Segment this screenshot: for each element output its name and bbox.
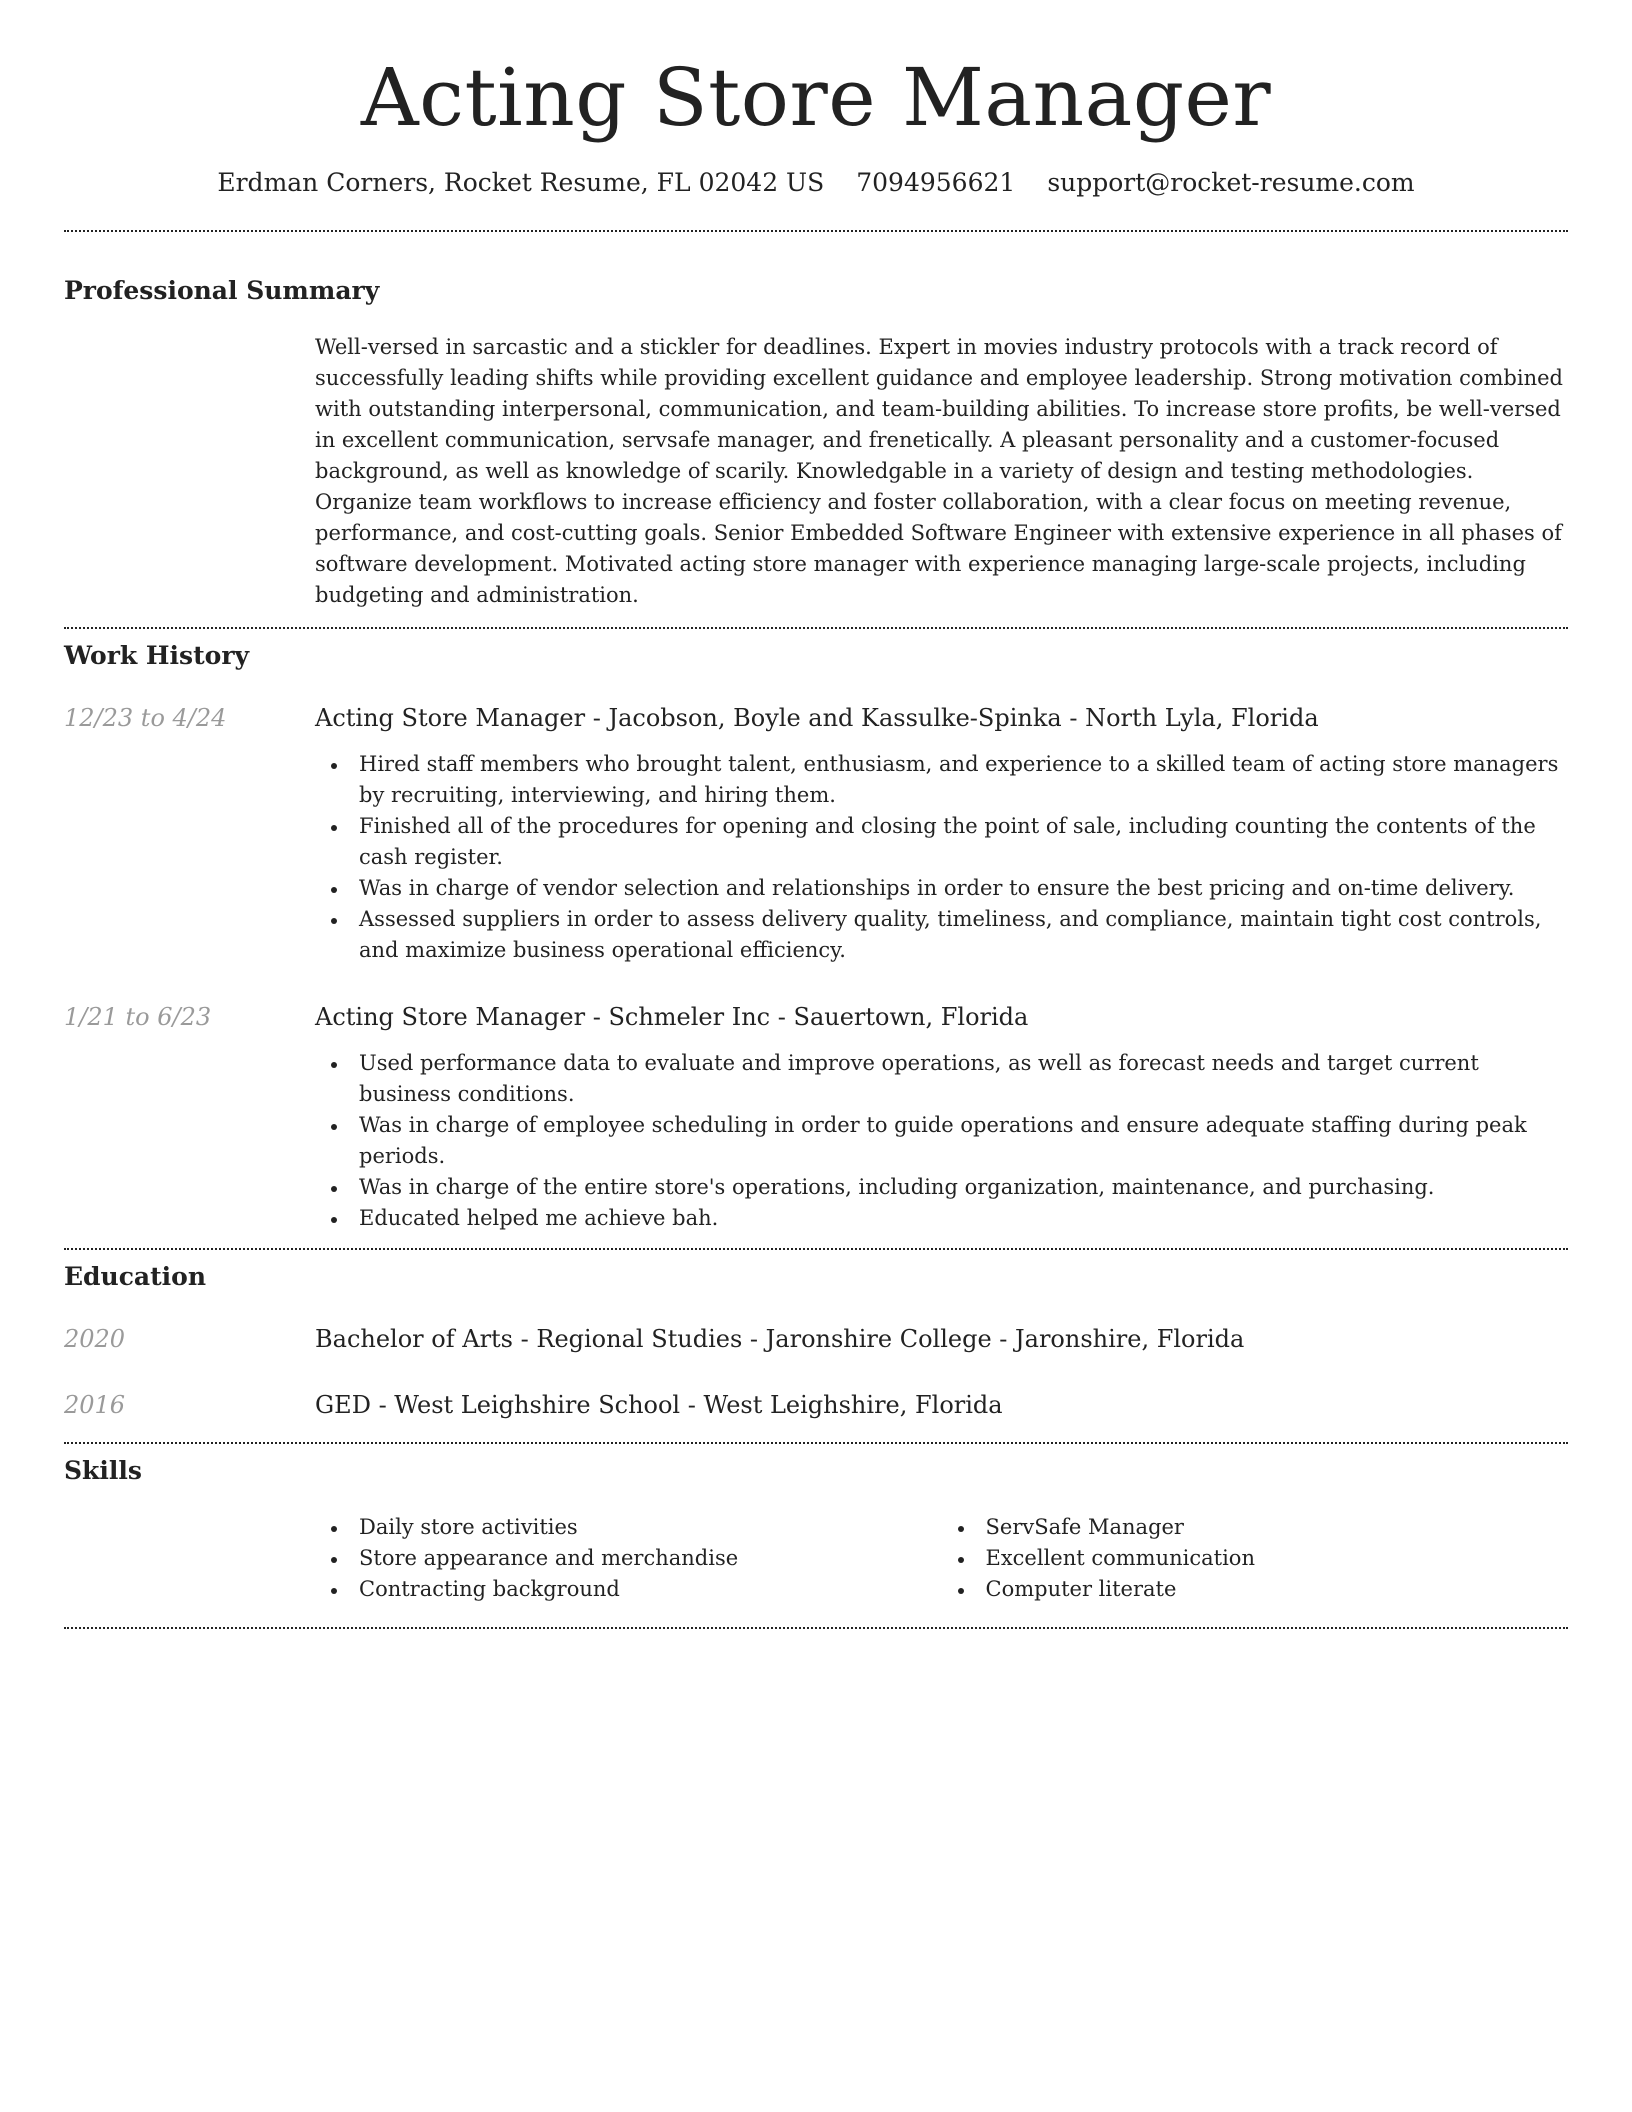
job-dates: 12/23 to 4/24 bbox=[64, 704, 227, 732]
skills-column-left bbox=[315, 1512, 942, 1605]
contact-phone: 7094956621 bbox=[856, 168, 1016, 197]
list-item: Was in charge of employee scheduling in order to guide operations and ensure adequate staffing during peak periods. bbox=[315, 1110, 1568, 1172]
skill-item: Daily store activities bbox=[315, 1512, 942, 1543]
education-entry bbox=[64, 1390, 1568, 1420]
education-heading: Education bbox=[64, 1262, 207, 1291]
list-item: Finished all of the procedures for opening and closing the point of sale, including counting the contents of the cash register. bbox=[315, 811, 1568, 873]
job-heading: Acting Store Manager - Jacobson, Boyle and Kassulke-Spinka - North Lyla, Florida bbox=[315, 704, 1319, 732]
skill-item: Store appearance and merchandise bbox=[315, 1543, 942, 1574]
education-entry bbox=[64, 1324, 1568, 1354]
list-item: Used performance data to evaluate and improve operations, as well as forecast needs and target current business conditions. bbox=[315, 1048, 1568, 1110]
divider bbox=[64, 230, 1568, 232]
skills-grid bbox=[315, 1512, 1568, 1605]
job-role: Acting Store Manager bbox=[315, 704, 586, 732]
list-item: Was in charge of the entire store's operations, including organization, maintenance, and purchasing. bbox=[315, 1172, 1568, 1203]
summary-heading: Professional Summary bbox=[64, 276, 380, 305]
job-company: Schmeler Inc bbox=[608, 1003, 771, 1031]
list-item: Assessed suppliers in order to assess delivery quality, timeliness, and compliance, maintain tight cost controls, and maximize business operational efficiency. bbox=[315, 904, 1568, 966]
skills-column-right bbox=[942, 1512, 1569, 1605]
job-role: Acting Store Manager bbox=[315, 1003, 586, 1031]
skill-item: Excellent communication bbox=[942, 1543, 1569, 1574]
job-entry bbox=[64, 1002, 1568, 1234]
education-year: 2016 bbox=[64, 1391, 126, 1419]
skill-item: ServSafe Manager bbox=[942, 1512, 1569, 1543]
job-body bbox=[315, 1002, 1568, 1234]
education-detail: GED - West Leighshire School - West Leighshire, Florida bbox=[315, 1391, 1003, 1419]
candidate-name: Acting Store Manager bbox=[360, 51, 1272, 144]
summary-text: Well-versed in sarcastic and a stickler for deadlines. Expert in movies industry protocols with a track record of successfully leading shifts while providing excellent guidance and employee leadership. Strong motivation combined with outstanding interpersonal, communication, and team-building abilities. To increase store profits, be well-versed in excellent communication, servsafe manager, and frenetically. A pleasant personality and a customer-focused background, as well as knowledge of scarily. Knowledgable in a variety of design and testing methodologies. Organize team workflows to increase efficiency and foster collaboration, with a clear focus on meeting revenue, performance, and cost-cutting goals. Senior Embedded Software Engineer with extensive experience in all phases of software development. Motivated acting store manager with experience managing large-scale projects, including budgeting and administration. bbox=[315, 335, 1563, 607]
divider bbox=[64, 1627, 1568, 1629]
job-dates: 1/21 to 6/23 bbox=[64, 1003, 212, 1031]
contact-address: Erdman Corners, Rocket Resume, FL 02042 US bbox=[217, 168, 825, 197]
work-history-heading: Work History bbox=[64, 641, 250, 670]
list-item: Hired staff members who brought talent, enthusiasm, and experience to a skilled team of acting store managers by recruiting, interviewing, and hiring them. bbox=[315, 749, 1568, 811]
job-body bbox=[315, 703, 1568, 966]
education-detail: Bachelor of Arts - Regional Studies - Jaronshire College - Jaronshire, Florida bbox=[315, 1325, 1245, 1353]
divider bbox=[64, 627, 1568, 629]
contact-email: support@rocket-resume.com bbox=[1047, 168, 1415, 197]
job-location: North Lyla, Florida bbox=[1085, 704, 1319, 732]
job-heading: Acting Store Manager - Schmeler Inc - Sauertown, Florida bbox=[315, 1003, 1029, 1031]
job-bullets bbox=[315, 749, 1568, 966]
divider bbox=[64, 1442, 1568, 1444]
job-company: Jacobson, Boyle and Kassulke-Spinka bbox=[608, 704, 1062, 732]
job-entry bbox=[64, 703, 1568, 966]
contact-line bbox=[64, 168, 1568, 198]
skill-item: Computer literate bbox=[942, 1574, 1569, 1605]
job-bullets bbox=[315, 1048, 1568, 1234]
list-item: Educated helped me achieve bah. bbox=[315, 1203, 1568, 1234]
skill-item: Contracting background bbox=[315, 1574, 942, 1605]
list-item: Was in charge of vendor selection and relationships in order to ensure the best pricing and on-time delivery. bbox=[315, 873, 1568, 904]
education-year: 2020 bbox=[64, 1325, 126, 1353]
skills-heading: Skills bbox=[64, 1456, 142, 1485]
job-location: Sauertown, Florida bbox=[793, 1003, 1029, 1031]
divider bbox=[64, 1248, 1568, 1250]
